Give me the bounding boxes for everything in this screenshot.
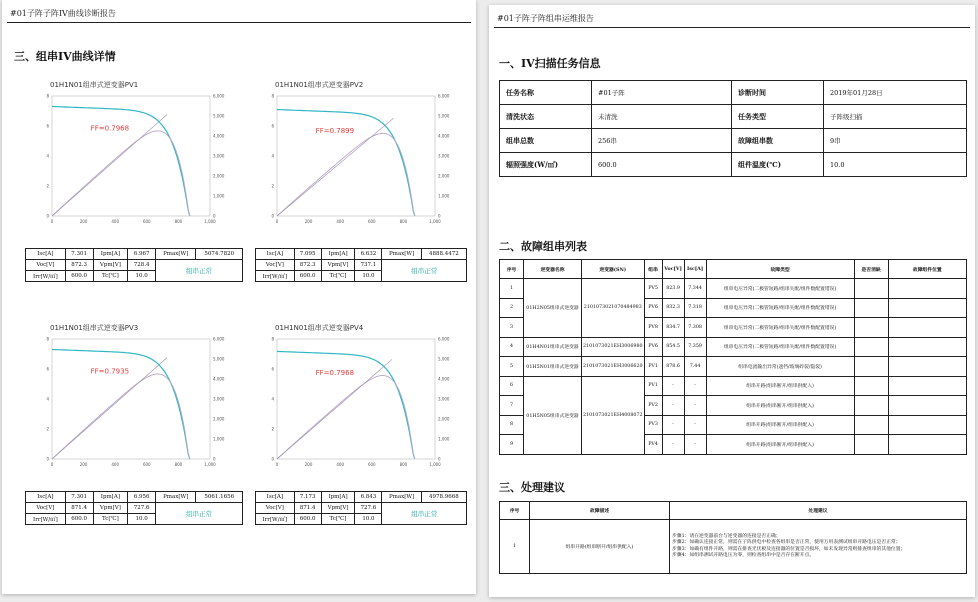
table-cell: - [684,376,706,396]
pv-curve [52,131,190,216]
value-irr: 600.0 [592,153,732,177]
y-tick-label: 8 [271,93,274,99]
table-cell: 组串开路(组串断开/组串供配入) [530,520,670,574]
y2-tick-label: 0 [213,213,216,219]
y-tick-label: 4 [271,153,274,159]
cell-label: Isc[A] [26,492,66,503]
y2-tick-label: 3,000 [213,153,225,159]
cell-label: Vpm[V] [93,260,128,271]
col-header: Isc[A] [684,260,706,279]
x-tick-label: 800 [399,219,408,224]
table-cell: 2101073021EH4008072 [582,376,645,454]
cell-label: Tc[℃] [93,271,128,282]
cell-value: 10.0 [355,514,382,525]
table-cell: 8 [500,415,524,435]
cell-value: 6.956 [128,492,156,503]
x-tick-label: 0 [275,219,279,224]
x-tick-label: 200 [304,462,313,467]
col-header: 处理建议 [670,502,967,520]
cell-value: 727.6 [128,503,156,514]
chart-title: 01H1N01组串式逆变器PV1 [50,81,139,89]
x-tick-label: 200 [79,219,88,224]
iv-curve [52,107,190,217]
table-cell [854,279,888,299]
cell-value: 5074.7820 [196,249,243,260]
label-diag-time: 诊断时间 [732,81,824,105]
x-tick-label: 600 [142,462,151,467]
table-cell [854,396,888,416]
table-cell [888,357,966,377]
table-row [500,520,967,574]
table-cell: 组串电压异常(二极管短路/组串失配/组件数配置错误) [706,318,854,338]
cell-label: Pmax[W] [156,249,196,260]
iv-panel [20,70,245,320]
fill-factor-label: FF=0.7968 [315,369,355,378]
value-total: 256串 [592,129,732,153]
col-header: Voc[V] [662,260,684,279]
param-table [255,248,467,282]
table-cell: 7.308 [684,318,706,338]
table-cell: 7.359 [684,337,706,357]
value-diag-time: 2019年01月28日 [824,81,967,105]
table-cell [854,318,888,338]
iv-chart [20,331,245,486]
cell-value: 7.301 [65,492,93,503]
pv-curve [52,374,190,459]
iv-curve [52,350,190,460]
y2-tick-label: 3,000 [438,153,450,159]
pv-curve [277,133,415,216]
col-header: 故障组件位置 [888,260,966,279]
maintenance-report-page [489,5,975,597]
y-tick-label: 8 [46,93,49,99]
cell-value: 871.4 [65,503,93,514]
cell-value: 7.095 [294,249,321,260]
y2-tick-label: 4,000 [438,133,450,139]
cell-label: Irr[W/㎡] [26,514,66,525]
col-header: 逆变器(SN) [582,260,645,279]
table-cell: 组串开路(组串断开/组串供配入) [706,415,854,435]
x-tick-label: 0 [50,219,54,224]
table-cell: 01H5N05组串式逆变器 [524,376,582,454]
y-tick-label: 0 [46,456,49,462]
cell-label: Irr[W/㎡] [256,271,295,282]
x-tick-label: 1,000 [429,462,441,467]
cell-value: 7.173 [294,492,321,503]
table-cell: 9 [500,435,524,455]
value-temp: 10.0 [824,153,967,177]
x-tick-label: 600 [367,219,376,224]
y-tick-label: 0 [271,213,274,219]
table-cell: 1 [500,520,530,574]
cell-label: Ipm[A] [321,492,355,503]
col-header: 组串 [644,260,662,279]
y2-tick-label: 1,000 [438,193,450,199]
y-tick-label: 8 [46,336,49,342]
col-header: 是否消缺 [854,260,888,279]
cell-value: 10.0 [128,514,156,525]
section-title: 三、组串IV曲线详情 [14,50,116,63]
chart-title: 01H1N01组串式逆变器PV2 [275,81,364,89]
cell-label: Voc[V] [256,260,295,271]
cell-label: Pmax[W] [382,249,421,260]
x-tick-label: 200 [304,219,313,224]
x-tick-label: 600 [367,462,376,467]
y2-tick-label: 2,000 [438,416,450,422]
cell-label: Irr[W/㎡] [26,271,66,282]
param-table [25,491,243,525]
cell-label: Isc[A] [26,249,66,260]
x-tick-label: 600 [142,219,151,224]
y-tick-label: 6 [46,123,49,129]
x-tick-label: 0 [50,462,54,467]
table-cell: 854.5 [662,337,684,357]
table-cell: 2 [500,298,524,318]
cell-label: Voc[V] [256,503,295,514]
cell-value: 4978.9668 [421,492,466,503]
table-cell: 823.9 [662,279,684,299]
x-tick-label: 1,000 [204,462,216,467]
cell-value: 600.0 [294,271,321,282]
param-table [255,491,467,525]
chart-title: 01H1N01组串式逆变器PV4 [275,324,364,332]
x-tick-label: 400 [111,462,120,467]
x-tick-label: 200 [79,462,88,467]
cell-value: 600.0 [65,514,93,525]
suggestion-steps: 步骤1：请在逆变器前台与逆变器的连接是否正确； 步骤2：如确认连接正常，则需在子阵供电中检查各组串是否正常，使用万用表测试组串开路电压是否正常； 步骤3：如确有组件开路，则需在排查光伏板及连接器的位置是否损坏，如未发现异常则排查组串的其他位置； 步骤4：如组串测试开路电压为零，则检查组串中是否存在断开点。 [670,520,967,574]
table-cell: 2101073021EH3006620 [582,357,645,377]
cell-value: 7.301 [65,249,93,260]
y-tick-label: 2 [271,426,274,432]
cell-value: 4888.4472 [421,249,466,260]
cell-label: Ipm[A] [321,249,355,260]
table-cell: 组串电压异常(二极管短路/组串失配/组件数配置错误) [706,337,854,357]
y2-tick-label: 0 [438,213,441,219]
cell-label: Pmax[W] [156,492,196,503]
table-cell [888,396,966,416]
x-tick-label: 800 [174,219,183,224]
y2-tick-label: 3,000 [213,396,225,402]
cell-label: Isc[A] [256,492,295,503]
label-irr: 辐照强度(W/㎡) [500,153,592,177]
y2-tick-label: 5,000 [213,356,225,362]
cell-label: Pmax[W] [382,492,421,503]
status-text: 组串正常 [382,260,467,282]
cell-label: Vpm[V] [321,260,355,271]
label-task-name: 任务名称 [500,81,592,105]
fill-factor-label: FF=0.7968 [90,124,130,133]
fill-factor-label: FF=0.7935 [90,367,130,376]
table-cell: PV4 [644,435,662,455]
y2-tick-label: 5,000 [438,356,450,362]
value-clean: 未清洗 [592,105,732,129]
table-cell: PV8 [644,318,662,338]
y-tick-label: 4 [46,396,49,402]
section-title-task-info: 一、IV扫描任务信息 [499,57,601,70]
table-cell: 2101073021070484983 [582,279,645,338]
cell-value: 6.843 [355,492,382,503]
table-cell [854,376,888,396]
x-tick-label: 1,000 [429,219,441,224]
table-cell: - [662,396,684,416]
table-cell: 5 [500,357,524,377]
table-cell [854,337,888,357]
label-temp: 组件温度(℃) [732,153,824,177]
table-row [500,376,967,396]
y2-tick-label: 3,000 [438,396,450,402]
x-tick-label: 400 [111,219,120,224]
y-tick-label: 0 [46,213,49,219]
header-rule [7,22,471,23]
x-tick-label: 400 [336,462,345,467]
table-cell: 878.6 [662,357,684,377]
table-cell: - [662,376,684,396]
label-fault: 故障组串数 [732,129,824,153]
table-cell: 7.44 [684,357,706,377]
cell-label: Ipm[A] [93,249,128,260]
table-cell: 832.3 [662,298,684,318]
label-total: 组串总数 [500,129,592,153]
y-tick-label: 6 [271,123,274,129]
y2-tick-label: 5,000 [213,113,225,119]
cell-label: Isc[A] [256,249,295,260]
y-tick-label: 8 [271,336,274,342]
table-cell: 01H4N01组串式逆变器 [524,337,582,357]
cell-value: 5061.1656 [196,492,243,503]
y-tick-label: 2 [46,183,49,189]
y-tick-label: 6 [271,366,274,372]
y-tick-label: 2 [46,426,49,432]
table-cell [888,435,966,455]
y2-tick-label: 4,000 [213,133,225,139]
chart-title: 01H1N01组串式逆变器PV3 [50,324,139,332]
iv-curve [277,351,415,459]
cell-label: Irr[W/㎡] [256,514,295,525]
page-header: #01子阵子阵组串运维报告 [497,14,594,23]
status-text: 组串正常 [156,503,243,525]
y2-tick-label: 6,000 [213,336,225,342]
col-header: 序号 [500,502,530,520]
cell-value: 872.3 [294,260,321,271]
table-cell: - [662,415,684,435]
iv-chart [20,88,245,243]
table-cell: 834.7 [662,318,684,338]
y2-tick-label: 6,000 [438,336,450,342]
param-table [25,248,243,282]
status-text: 组串正常 [382,503,467,525]
section-title-fault-list: 二、故障组串列表 [499,240,587,253]
table-cell [854,435,888,455]
y2-tick-label: 0 [438,456,441,462]
y2-tick-label: 1,000 [438,436,450,442]
y2-tick-label: 1,000 [213,436,225,442]
table-cell [888,279,966,299]
iv-chart [245,88,470,243]
table-cell: 组串开路(组串断开/组串供配入) [706,376,854,396]
iv-chart [245,331,470,486]
table-cell [888,376,966,396]
col-header: 序号 [500,260,524,279]
y2-tick-label: 1,000 [213,193,225,199]
table-cell: - [684,435,706,455]
table-cell: - [662,435,684,455]
table-cell [888,415,966,435]
table-cell: PV1 [644,376,662,396]
table-cell: 组串开路(组串断开/组串供配入) [706,396,854,416]
table-cell: PV6 [644,298,662,318]
fill-factor-label: FF=0.7899 [315,126,355,135]
iv-panel [245,70,470,320]
table-cell [854,357,888,377]
cell-value: 737.1 [355,260,382,271]
y-tick-label: 0 [271,456,274,462]
x-tick-label: 800 [174,462,183,467]
table-row [500,337,967,357]
table-cell [854,415,888,435]
table-cell: 1 [500,279,524,299]
y2-tick-label: 6,000 [213,93,225,99]
y-tick-label: 4 [271,396,274,402]
col-header: 故障描述 [530,502,670,520]
y2-tick-label: 4,000 [438,376,450,382]
col-header: 故障类型 [706,260,854,279]
table-cell: 7.318 [684,298,706,318]
cell-label: Tc[℃] [321,271,355,282]
table-cell: - [684,396,706,416]
cell-value: 10.0 [128,271,156,282]
y-tick-label: 4 [46,153,49,159]
iv-curve [277,110,415,216]
cell-value: 6.967 [128,249,156,260]
section-title-suggestions: 三、处理建议 [499,481,565,494]
cell-label: Ipm[A] [93,492,128,503]
label-clean: 清洗状态 [500,105,592,129]
table-cell: 组串电压异常(二极管短路/组串失配/组件数配置错误) [706,279,854,299]
table-cell: - [684,415,706,435]
table-cell [888,318,966,338]
cell-value: 872.3 [65,260,93,271]
table-cell: 7.344 [684,279,706,299]
table-cell: 6 [500,376,524,396]
pv-curve [277,376,415,460]
table-cell: 组串开路(组串断开/组串供配入) [706,435,854,455]
table-cell [854,298,888,318]
col-header: 逆变器名称 [524,260,582,279]
value-fault: 9串 [824,129,967,153]
header-rule [494,27,970,28]
y2-tick-label: 5,000 [438,113,450,119]
table-cell: 7 [500,396,524,416]
table-cell [888,337,966,357]
cell-value: 727.6 [355,503,382,514]
y2-tick-label: 2,000 [213,416,225,422]
y2-tick-label: 2,000 [213,173,225,179]
value-task-name: #01子阵 [592,81,732,105]
table-cell: PV5 [644,279,662,299]
cell-label: Vpm[V] [321,503,355,514]
x-tick-label: 0 [275,462,279,467]
y-tick-label: 6 [46,366,49,372]
iv-curve-report-page [2,0,476,594]
cell-label: Vpm[V] [93,503,128,514]
y2-tick-label: 0 [213,456,216,462]
table-cell: 01H2N05组串式逆变器 [524,279,582,338]
table-cell: 组串电压异常(二极管短路/组串失配/组件数配置错误) [706,298,854,318]
y2-tick-label: 6,000 [438,93,450,99]
suggestion-table [499,501,967,574]
cell-value: 6.632 [355,249,382,260]
table-cell: PV6 [644,337,662,357]
fault-string-table [499,259,967,455]
table-cell: 组串电流输出异常(遮挡/玻璃碎裂/隐裂) [706,357,854,377]
x-tick-label: 1,000 [204,219,216,224]
task-info-table [499,80,967,177]
table-cell: PV1 [644,357,662,377]
table-cell: PV3 [644,415,662,435]
table-cell: 4 [500,337,524,357]
cell-value: 600.0 [65,271,93,282]
table-cell: 01H5N01组串式逆变器 [524,357,582,377]
cell-value: 10.0 [355,271,382,282]
page-header: #01子阵子阵IV曲线诊断报告 [10,9,116,18]
label-task-type: 任务类型 [732,105,824,129]
value-task-type: 子阵级扫描 [824,105,967,129]
x-tick-label: 800 [399,462,408,467]
status-text: 组串正常 [156,260,243,282]
cell-value: 600.0 [294,514,321,525]
cell-label: Tc[℃] [321,514,355,525]
cell-label: Voc[V] [26,260,66,271]
cell-value: 728.4 [128,260,156,271]
table-row [500,279,967,299]
table-cell: 3 [500,318,524,338]
cell-value: 871.4 [294,503,321,514]
iv-panel [20,313,245,563]
table-cell: 2101073021EH3006980 [582,337,645,357]
table-cell: PV2 [644,396,662,416]
y-tick-label: 2 [271,183,274,189]
cell-label: Voc[V] [26,503,66,514]
table-cell [888,298,966,318]
iv-panel [245,313,470,563]
table-row [500,357,967,377]
y2-tick-label: 2,000 [438,173,450,179]
x-tick-label: 400 [336,219,345,224]
cell-label: Tc[℃] [93,514,128,525]
y2-tick-label: 4,000 [213,376,225,382]
